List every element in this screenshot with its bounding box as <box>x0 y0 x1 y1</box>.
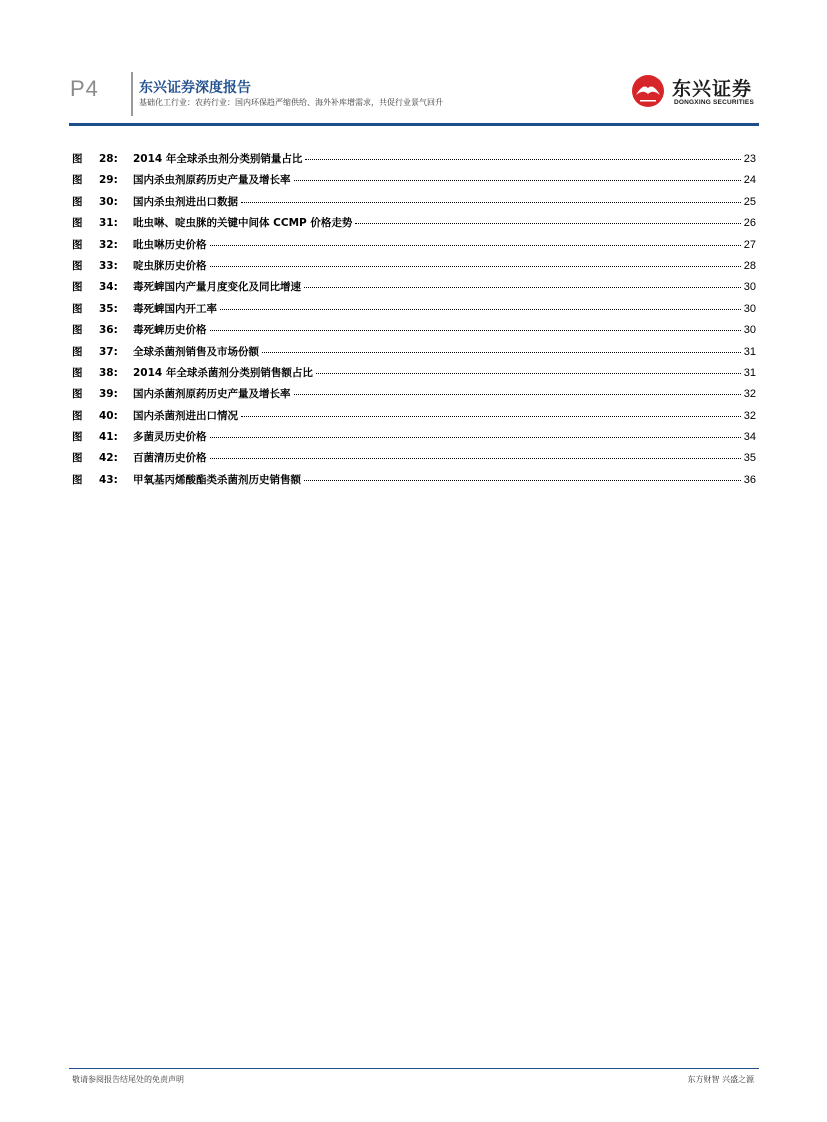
toc-entry-label <box>72 472 301 487</box>
toc-entry-number: 30: <box>99 195 118 208</box>
toc-entry-title: 甲氧基丙烯酸酯类杀菌剂历史销售额 <box>133 473 301 486</box>
toc-entry-page: 26 <box>743 217 756 230</box>
toc-entry-leader <box>305 159 740 160</box>
toc-entry-prefix: 图 <box>72 324 83 337</box>
toc-entry-leader <box>294 180 741 181</box>
toc-entry-number: 31: <box>99 217 118 230</box>
toc-entry-leader <box>316 373 741 374</box>
toc-entry-page: 24 <box>743 174 756 187</box>
toc-entry-prefix: 图 <box>72 195 83 208</box>
toc-entry-label <box>72 215 352 230</box>
report-subtitle: 基础化工行业：农药行业：国内环保趋严缩供给、海外补库增需求，共促行业景气回升 <box>139 98 443 107</box>
company-logo <box>631 72 761 112</box>
dongxing-logo-icon <box>631 74 665 108</box>
toc-entry-page: 32 <box>743 388 756 401</box>
toc-entry-label <box>72 386 291 401</box>
toc-entry-page: 30 <box>743 302 756 315</box>
toc-entry-number: 40: <box>99 409 118 422</box>
toc-entry[interactable] <box>72 344 756 365</box>
toc-entry-page: 31 <box>743 345 756 358</box>
toc-entry-title: 国内杀菌剂原药历史产量及增长率 <box>133 388 291 401</box>
toc-entry-label <box>72 237 207 252</box>
toc-entry[interactable] <box>72 472 756 493</box>
toc-entry-page: 23 <box>743 153 756 165</box>
toc-entry-label <box>72 450 207 465</box>
toc-entry-title: 百菌清历史价格 <box>133 452 207 465</box>
toc-entry[interactable] <box>72 194 756 215</box>
toc-entry-page: 25 <box>743 195 756 208</box>
toc-entry-prefix: 图 <box>72 452 83 465</box>
toc-entry-prefix: 图 <box>72 409 83 422</box>
toc-entry-number: 38: <box>99 366 118 379</box>
logo-name-en: DONGXING SECURITIES <box>674 99 755 106</box>
toc-entry-page: 32 <box>743 409 756 422</box>
toc-entry-number: 29: <box>99 174 118 187</box>
toc-entry-page: 30 <box>743 281 756 294</box>
toc-entry-prefix: 图 <box>72 431 83 444</box>
toc-entry-label <box>72 258 207 273</box>
toc-entry-label <box>72 301 217 316</box>
toc-entry-prefix: 图 <box>72 366 83 379</box>
toc-entry-page: 36 <box>743 473 756 486</box>
toc-entry-title: 国内杀虫剂原药历史产量及增长率 <box>133 174 291 187</box>
toc-entry-label <box>72 151 302 166</box>
toc-entry-title: 全球杀菌剂销售及市场份额 <box>133 345 259 358</box>
toc-entry-label <box>72 429 207 444</box>
toc-entry-leader <box>220 309 741 310</box>
toc-entry-number: 35: <box>99 302 118 315</box>
toc-entry-label <box>72 279 301 294</box>
toc-entry[interactable] <box>72 408 756 429</box>
toc-entry-number: 28: <box>99 153 118 165</box>
figure-toc <box>72 151 756 493</box>
toc-entry-leader <box>210 330 741 331</box>
toc-entry-title: 啶虫脒历史价格 <box>133 259 207 272</box>
toc-entry-leader <box>355 223 740 224</box>
toc-entry-leader <box>241 416 741 417</box>
toc-entry[interactable] <box>72 322 756 343</box>
toc-entry-prefix: 图 <box>72 281 83 294</box>
toc-entry[interactable] <box>72 279 756 300</box>
toc-entry-title: 毒死蜱国内开工率 <box>133 302 217 315</box>
toc-entry-leader <box>210 458 741 459</box>
toc-entry[interactable] <box>72 151 756 172</box>
toc-entry-leader <box>241 202 741 203</box>
toc-entry-prefix: 图 <box>72 217 83 230</box>
toc-entry-number: 41: <box>99 431 118 444</box>
toc-entry-title: 2014 年全球杀虫剂分类别销量占比 <box>133 153 303 165</box>
toc-entry-leader <box>210 266 741 267</box>
toc-entry-title: 多菌灵历史价格 <box>133 431 207 444</box>
toc-entry[interactable] <box>72 172 756 193</box>
toc-entry[interactable] <box>72 386 756 407</box>
toc-entry-number: 43: <box>99 473 118 486</box>
toc-entry-leader <box>304 480 741 481</box>
toc-entry-label <box>72 194 238 209</box>
toc-entry-leader <box>210 437 741 438</box>
toc-entry-prefix: 图 <box>72 174 83 187</box>
toc-entry-number: 37: <box>99 345 118 358</box>
footer-disclaimer: 敬请参阅报告结尾处的免责声明 <box>72 1075 184 1084</box>
toc-entry-prefix: 图 <box>72 259 83 272</box>
toc-entry-number: 34: <box>99 281 118 294</box>
footer-slogan: 东方财智 兴盛之源 <box>687 1075 754 1084</box>
header-rule <box>69 123 759 126</box>
toc-entry-prefix: 图 <box>72 238 83 251</box>
toc-entry-label <box>72 365 313 380</box>
toc-entry-label <box>72 408 238 423</box>
logo-name-cn: 东兴证券 <box>672 78 753 100</box>
toc-entry-number: 42: <box>99 452 118 465</box>
footer-rule <box>69 1068 759 1069</box>
toc-entry[interactable] <box>72 429 756 450</box>
toc-entry-prefix: 图 <box>72 302 83 315</box>
toc-entry-number: 39: <box>99 388 118 401</box>
toc-entry-page: 31 <box>743 366 756 379</box>
toc-entry-title: 吡虫啉历史价格 <box>133 238 207 251</box>
toc-entry-leader <box>210 245 741 246</box>
toc-entry-number: 33: <box>99 259 118 272</box>
toc-entry[interactable] <box>72 365 756 386</box>
toc-entry-number: 36: <box>99 324 118 337</box>
toc-entry-leader <box>304 287 741 288</box>
toc-entry-number: 32: <box>99 238 118 251</box>
toc-entry[interactable] <box>72 237 756 258</box>
toc-entry-title: 毒死蜱历史价格 <box>133 324 207 337</box>
toc-entry-title: 2014 年全球杀菌剂分类别销售额占比 <box>133 366 313 379</box>
toc-entry-title: 吡虫啉、啶虫脒的关键中间体 CCMP 价格走势 <box>133 217 353 230</box>
toc-entry[interactable] <box>72 450 756 471</box>
toc-entry[interactable] <box>72 258 756 279</box>
toc-entry-page: 34 <box>743 431 756 444</box>
toc-entry-page: 28 <box>743 259 756 272</box>
toc-entry-page: 27 <box>743 238 756 251</box>
toc-entry-prefix: 图 <box>72 388 83 401</box>
toc-entry-leader <box>262 352 741 353</box>
toc-entry[interactable] <box>72 215 756 236</box>
toc-entry[interactable] <box>72 301 756 322</box>
toc-entry-prefix: 图 <box>72 345 83 358</box>
page-number: P4 <box>70 76 99 101</box>
report-title: 东兴证券深度报告 <box>139 80 251 96</box>
toc-entry-page: 30 <box>743 324 756 337</box>
toc-entry-title: 国内杀虫剂进出口数据 <box>133 195 238 208</box>
toc-entry-title: 国内杀菌剂进出口情况 <box>133 409 238 422</box>
toc-entry-prefix: 图 <box>72 473 83 486</box>
toc-entry-page: 35 <box>743 452 756 465</box>
toc-entry-leader <box>294 394 741 395</box>
toc-entry-label <box>72 172 291 187</box>
toc-entry-prefix: 图 <box>72 153 83 165</box>
header-divider <box>131 72 133 116</box>
toc-entry-label <box>72 322 207 337</box>
toc-entry-label <box>72 344 259 359</box>
toc-entry-title: 毒死蜱国内产量月度变化及同比增速 <box>133 281 301 294</box>
